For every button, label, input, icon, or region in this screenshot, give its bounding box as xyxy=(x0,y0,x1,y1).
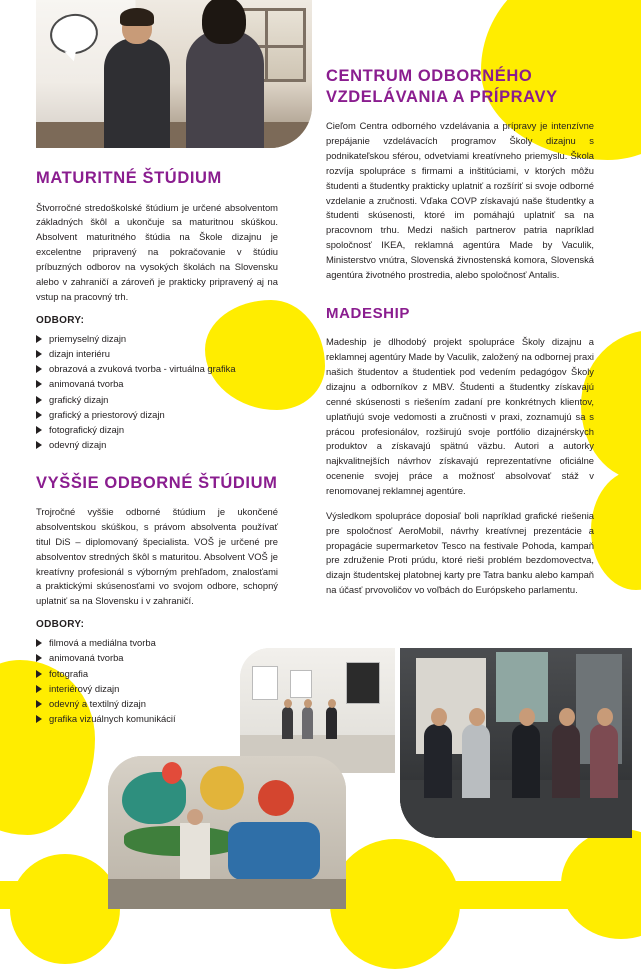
list-item-label: odevný dizajn xyxy=(49,439,107,451)
list-item xyxy=(36,635,278,650)
list-item-label: fotografický dizajn xyxy=(49,424,125,436)
list-item-label: animovaná tvorba xyxy=(49,652,124,664)
bullet-triangle-icon xyxy=(36,426,42,434)
list-item-label: fotografia xyxy=(49,667,89,679)
bullet-triangle-icon xyxy=(36,350,42,358)
right-column xyxy=(326,66,594,608)
list-item xyxy=(36,422,278,437)
decorative-blob-right-lower xyxy=(591,470,641,590)
vyssie-odbory-list xyxy=(36,635,278,726)
maturitne-odbory-label: ODBORY: xyxy=(36,314,85,326)
list-item-label: priemyselný dizajn xyxy=(49,332,127,344)
centrum-odborneho-vzdelavania-heading: CENTRUM ODBORNÉHO VZDELÁVANIA A PRÍPRAVY xyxy=(326,67,558,106)
bullet-triangle-icon xyxy=(36,380,42,388)
bullet-triangle-icon xyxy=(36,335,42,343)
maturitne-studium-heading: MATURITNÉ ŠTÚDIUM xyxy=(36,169,222,187)
list-item xyxy=(36,437,278,452)
list-item xyxy=(36,331,278,346)
decorative-blob-bottom-left xyxy=(10,854,120,964)
list-item xyxy=(36,666,278,681)
bullet-triangle-icon xyxy=(36,685,42,693)
bullet-triangle-icon xyxy=(36,441,42,449)
centrum-odborneho-vzdelavania-paragraph: Cieľom Centra odborného vzdelávania a prípravy je intenzívne prepájanie vzdelávacích programov Školy dizajnu s podnikateľskou sférou, odvetviami kreatívneho priemyslu. Škola rozvíja spolupráce s firmami a inštitúciami, v ktorých môžu študenti a študentky prakticky uplatniť a rozšíriť si svoje odborné vzdelanie a zručnosti. Vďaka COVP získavajú naše študentky a študenti skúsenosti, ktoré im pomáhajú uplatniť sa na pracovnom trhu. Medzi našich partnerov patria napríklad spoločnosť IKEA, reklamná agentúra Made by Vaculik, Ministerstvo vnútra, Slovenská živnostenská komora, Slovenská agentúra životného prostredia, alebo spoločnosť Antalis. xyxy=(326,120,594,280)
bullet-triangle-icon xyxy=(36,365,42,373)
bullet-triangle-icon xyxy=(36,654,42,662)
madeship-paragraph-2: Výsledkom spolupráce doposiaľ boli napríklad grafické riešenia pre spoločnosť AeroMobil, návrhy kreatívnej prezentácie a propagácie supermarketov Tesco na festivale Pohoda, kampaň pre združenie Proti prúdu, ktoré rieši problém bezdomovectva, dizajn študentskej platobnej karty pre Tatra banku alebo kampaň na účasť prvovoličov vo voľbách do Európskeho parlamentu. xyxy=(326,509,594,596)
list-item-label: obrazová a zvuková tvorba - virtuálna grafika xyxy=(49,363,236,375)
left-column xyxy=(36,168,278,727)
bullet-triangle-icon xyxy=(36,700,42,708)
vyssie-odborne-studium-heading: VYŠŠIE ODBORNÉ ŠTÚDIUM xyxy=(36,473,278,492)
photo-mural-painting xyxy=(108,756,346,909)
bullet-triangle-icon xyxy=(36,715,42,723)
list-item-label: odevný a textilný dizajn xyxy=(49,698,146,710)
bullet-triangle-icon xyxy=(36,639,42,647)
list-item xyxy=(36,392,278,407)
vyssie-odbory-label: ODBORY: xyxy=(36,619,85,631)
bullet-triangle-icon xyxy=(36,411,42,419)
bullet-triangle-icon xyxy=(36,670,42,678)
list-item xyxy=(36,346,278,361)
list-item xyxy=(36,711,278,726)
vyssie-odborne-studium-paragraph: Trojročné vyššie odborné štúdium je ukončené absolventskou skúškou, s právom absolventa používať titul DiS – diplomovaný špecialista. VOŠ je určené pre absolventov stredných škôl s maturitou. Absolvent VOŠ je kreatívny profesionál s výborným prehľadom, znalosťami a praktickými skúsenosťami vo svojom odbore, schopný uplatniť sa na Slovensku i v zahraničí. xyxy=(36,506,278,607)
list-item xyxy=(36,681,278,696)
maturitne-studium-paragraph: Štvorročné stredoškolské štúdium je určené absolventom základných škôl a ukončuje sa maturitnou skúškou. Absolvent maturitného štúdia na Škole dizajnu je excelentne pripravený na pokračovanie v štúdiu príbuzných odborov na vysokých školách na Slovensku alebo v zahraničí a zároveň je prakticky pripravený aj na vstup na pracovný trh. xyxy=(36,201,278,302)
madeship-heading: MADESHIP xyxy=(326,304,410,322)
photo-classroom xyxy=(36,0,312,148)
list-item-label: interiérový dizajn xyxy=(49,682,120,694)
list-item xyxy=(36,407,278,422)
list-item-label: animovaná tvorba xyxy=(49,378,124,390)
list-item-label: dizajn interiéru xyxy=(49,347,110,359)
list-item-label: grafický dizajn xyxy=(49,393,109,405)
photo-students-group xyxy=(400,648,632,838)
list-item xyxy=(36,361,278,376)
bullet-triangle-icon xyxy=(36,396,42,404)
list-item xyxy=(36,696,278,711)
list-item-label: grafický a priestorový dizajn xyxy=(49,408,165,420)
madeship-paragraph-1: Madeship je dlhodobý projekt spolupráce Školy dizajnu a reklamnej agentúry Made by Vaculik, založený na odbornej praxi našich študentov a študentiek pod vedením pedagógov Školy dizajnu a odborníkov z MBV. Študenti a študentky získavajú cenné skúsenosti s riešením zadaní pre konkrétnych klientov, uplatňujú svoje vedomosti a zručnosti v praxi, zoznamujú sa s prácou profesionálov, rozširujú svoje portfólio dizajnérskych produktov a získavajú spätnú väzbu. Autori a autorky najkvalitnejších návrhov získavajú reprezentatívne oficiálne ocenenie svojej práce a možnosť absolvovať stáž v renomovanej reklamnej agentúre. xyxy=(326,336,594,497)
list-item xyxy=(36,650,278,665)
maturitne-odbory-list xyxy=(36,331,278,453)
list-item-label: filmová a mediálna tvorba xyxy=(49,637,156,649)
list-item xyxy=(36,376,278,391)
list-item-label: grafika vizuálnych komunikácií xyxy=(49,713,176,725)
